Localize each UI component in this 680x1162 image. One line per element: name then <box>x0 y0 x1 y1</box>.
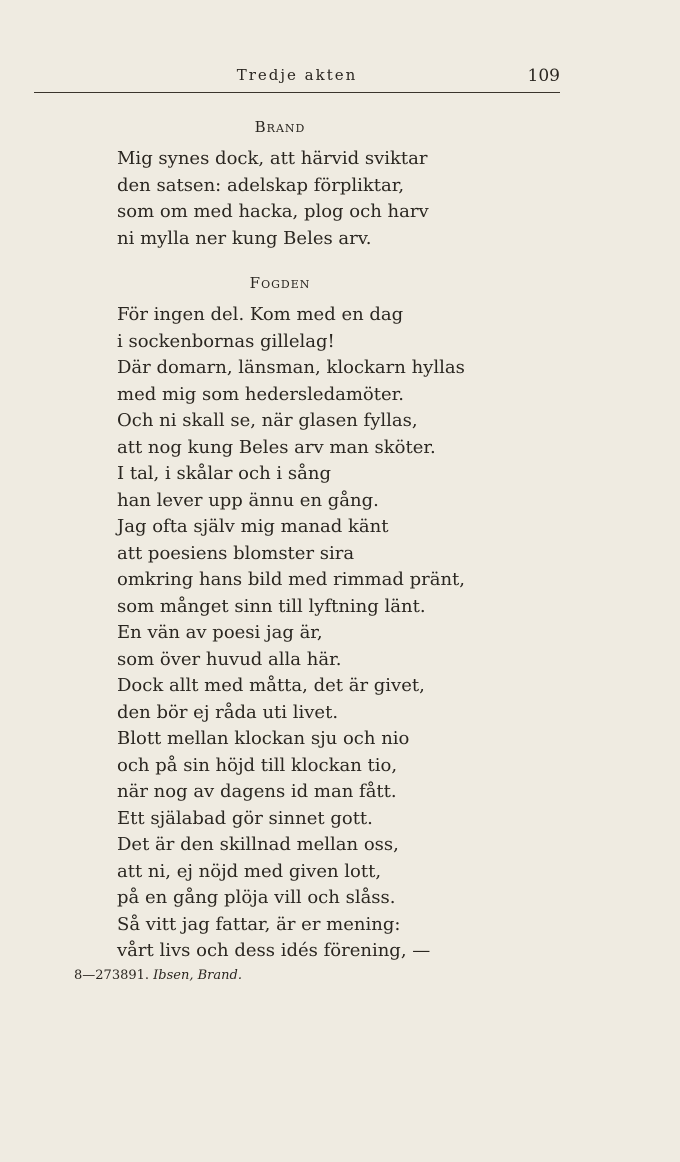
verse-line: Mig synes dock, att härvid sviktar <box>117 148 428 169</box>
verse-line: den satsen: adelskap förpliktar, <box>117 174 405 196</box>
verse-line: Blott mellan klockan sju och nio <box>117 728 410 749</box>
verse-line: vårt livs och dess idés förening, — <box>117 940 431 961</box>
verse-block <box>117 302 465 965</box>
verse-line: omkring hans bild med rimmad pränt, <box>117 569 466 590</box>
verse-line: på en gång plöja vill och slåss. <box>117 887 396 908</box>
verse-line: För ingen del. Kom med en dag <box>117 304 404 325</box>
verse-line: Ett själabad gör sinnet gott. <box>117 807 373 829</box>
verse-line: och på sin höjd till klockan tio, <box>117 754 398 776</box>
verse-line: En vän av poesi jag är, <box>117 622 323 643</box>
verse-line: I tal, i skålar och i sång <box>117 463 331 484</box>
page-header <box>34 66 560 93</box>
verse-line: han lever upp ännu en gång. <box>117 489 379 511</box>
verse-line: Så vitt jag fattar, är er mening: <box>117 913 401 935</box>
signature-mark: 8—273891. <box>74 968 150 983</box>
footer-citation: Ibsen, Brand. <box>153 968 242 983</box>
verse-line: Dock allt med måtta, det är givet, <box>117 675 425 696</box>
verse-line: Det är den skillnad mellan oss, <box>117 834 399 855</box>
verse-line: att ni, ej nöjd med given lott, <box>117 860 382 882</box>
speaker-name: Fogden <box>249 274 311 292</box>
verse-line: som över huvud alla här. <box>117 648 342 670</box>
verse-line: som om med hacka, plog och harv <box>117 201 429 222</box>
verse-line: Och ni skall se, när glasen fyllas, <box>117 410 418 431</box>
verse-line: ni mylla ner kung Beles arv. <box>117 227 372 249</box>
verse-line: att poesiens blomster sira <box>117 542 355 564</box>
verse-line: som månget sinn till lyftning länt. <box>117 595 426 617</box>
page-number: 109 <box>527 66 560 86</box>
verse-line: när nog av dagens id man fått. <box>117 781 397 802</box>
running-title: Tredje akten <box>236 66 358 84</box>
verse-line: den bör ej råda uti livet. <box>117 701 339 723</box>
verse-line: Där domarn, länsman, klockarn hyllas <box>117 357 465 378</box>
verse-line: att nog kung Beles arv man sköter. <box>117 436 436 458</box>
verse-block <box>117 146 429 252</box>
verse-line: Jag ofta själv mig manad känt <box>117 516 389 537</box>
verse-line: med mig som hedersledamöter. <box>117 383 404 405</box>
printer-footer <box>74 968 242 983</box>
speaker-name: Brand <box>254 118 306 136</box>
verse-line: i sockenbornas gillelag! <box>117 330 335 352</box>
